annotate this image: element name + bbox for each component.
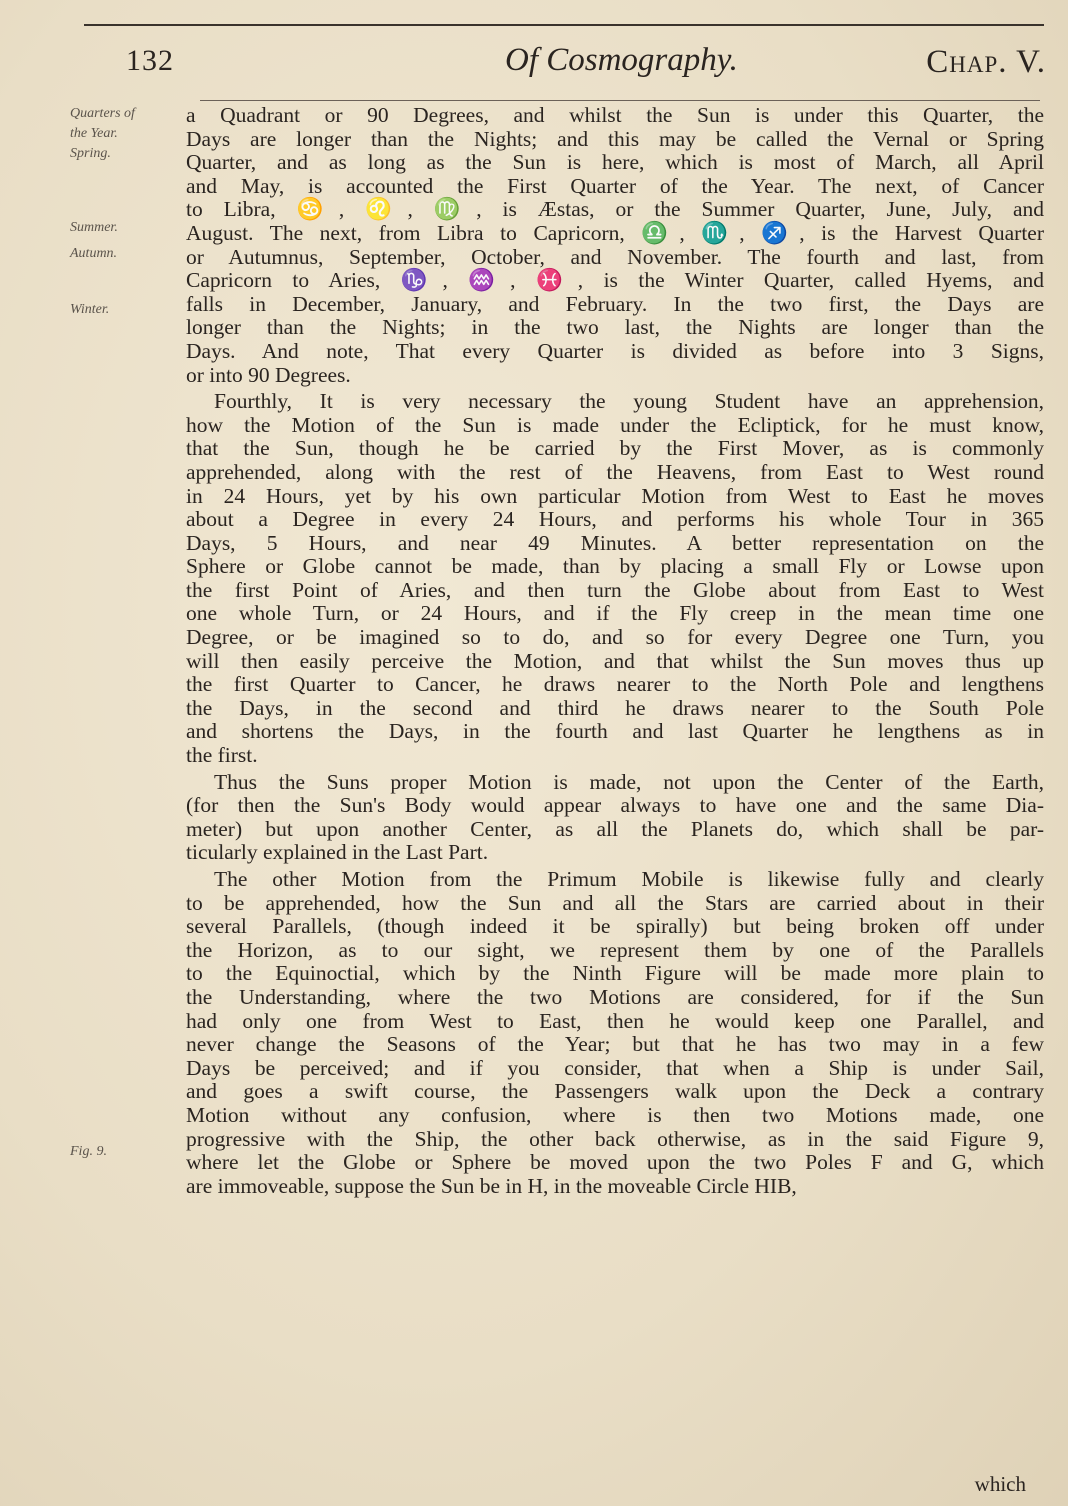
text-line: Days are longer than the Nights; and this may be called the Vernal or Spring — [186, 126, 1044, 151]
text-line: how the Motion of the Sun is made under the Ecliptick, for he must know, — [186, 412, 1044, 437]
text-line: will then easily perceive the Motion, and that whilst the Sun moves thus up — [186, 648, 1044, 673]
text-line: to Libra, ♋, ♌, ♍, is Æstas, or the Summer Quarter, June, July, and — [186, 197, 1044, 222]
chapter-heading: Chap. V. — [926, 44, 1046, 80]
margin-note: Quarters of — [70, 106, 135, 121]
text-line: ticularly explained in the Last Part. — [186, 840, 489, 865]
margin-note: Autumn. — [70, 246, 118, 261]
text-line: had only one from West to East, then he would keep one Parallel, and — [186, 1008, 1044, 1033]
page-header — [0, 44, 1068, 92]
text-line: the Horizon, as to our sight, we represent them by one of the Parallels — [186, 937, 1044, 962]
margin-note: Winter. — [70, 302, 110, 317]
text-line: one whole Turn, or 24 Hours, and if the Fly creep in the mean time one — [186, 601, 1044, 626]
text-line: the Understanding, where the two Motions are considered, for if the Sun — [186, 984, 1044, 1009]
margin-note: the Year. — [70, 126, 118, 141]
body-text — [186, 104, 1044, 1198]
running-title: Of Cosmography. — [505, 42, 738, 78]
text-line: the first Quarter to Cancer, he draws nearer to the North Pole and lengthens — [186, 672, 1044, 697]
text-line: Degree, or be imagined so to do, and so for every Degree one Turn, you — [186, 625, 1044, 650]
text-line: meter) but upon another Center, as all the Planets do, which shall be par- — [186, 816, 1044, 841]
text-line: and shortens the Days, in the fourth and last Quarter he lengthens as in — [186, 719, 1044, 744]
page-number: 132 — [126, 44, 174, 77]
text-line: Days. And note, That every Quarter is divided as before into 3 Signs, — [186, 338, 1044, 363]
paragraph — [186, 868, 1044, 1198]
text-line: August. The next, from Libra to Capricorn, ♎, ♏, ♐, is the Harvest Quarter — [186, 220, 1044, 245]
margin-note: Spring. — [70, 146, 111, 161]
text-line: the first Point of Aries, and then turn the Globe about from East to West — [186, 577, 1044, 602]
text-line: apprehended, along with the rest of the Heavens, from East to West round — [186, 459, 1044, 484]
text-line: or Autumnus, September, October, and November. The fourth and last, from — [186, 244, 1044, 269]
text-line: Motion without any confusion, where is then two Motions made, one — [186, 1102, 1044, 1127]
text-line: Thus the Suns proper Motion is made, not upon the Center of the Earth, — [214, 769, 1044, 794]
text-line: Quarter, and as long as the Sun is here, which is most of March, all April — [186, 150, 1044, 175]
text-line: that the Sun, though he be carried by the First Mover, as is commonly — [186, 436, 1044, 461]
text-line: the first. — [186, 743, 258, 768]
text-line: Sphere or Globe cannot be made, than by placing a small Fly or Lowse upon — [186, 554, 1044, 579]
text-line: are immoveable, suppose the Sun be in H, in the moveable Circle HIB, — [186, 1173, 797, 1198]
text-line: never change the Seasons of the Year; but that he has two may in a few — [186, 1032, 1044, 1057]
text-line: about a Degree in every 24 Hours, and performs his whole Tour in 365 — [186, 507, 1044, 532]
text-line: several Parallels, (though indeed it be spirally) but being broken off under — [186, 914, 1044, 939]
text-line: where let the Globe or Sphere be moved upon the two Poles F and G, which — [186, 1150, 1044, 1175]
text-line: Capricorn to Aries, ♑, ♒, ♓, is the Winter Quarter, called Hyems, and — [186, 268, 1044, 293]
text-line: falls in December, January, and February. In the two first, the Days are — [186, 291, 1044, 316]
text-line: a Quadrant or 90 Degrees, and whilst the Sun is under this Quarter, the — [186, 103, 1044, 127]
margin-note: Fig. 9. — [70, 1144, 107, 1159]
text-line: and May, is accounted the First Quarter of the Year. The next, of Cancer — [186, 173, 1044, 198]
text-line: to be apprehended, how the Sun and all the Stars are carried about in their — [186, 890, 1044, 915]
text-line: to the Equinoctial, which by the Ninth Figure will be made more plain to — [186, 961, 1044, 986]
catchword: which — [974, 1472, 1026, 1496]
text-line: The other Motion from the Primum Mobile is likewise fully and clearly — [214, 867, 1044, 891]
margin-note: Summer. — [70, 220, 118, 235]
top-rule — [84, 24, 1044, 26]
header-rule — [200, 100, 1040, 101]
text-line: Days be perceived; and if you consider, that when a Ship is under Sail, — [186, 1055, 1044, 1080]
text-line: progressive with the Ship, the other back otherwise, as in the said Figure 9, — [186, 1126, 1044, 1151]
text-line: longer than the Nights; in the two last, the Nights are longer than the — [186, 315, 1044, 340]
text-line: and goes a swift course, the Passengers walk upon the Deck a contrary — [186, 1079, 1044, 1104]
text-line: Days, 5 Hours, and near 49 Minutes. A better representation on the — [186, 530, 1044, 555]
paragraph — [186, 390, 1044, 768]
text-line: the Days, in the second and third he draws nearer to the South Pole — [186, 695, 1044, 720]
paragraph — [186, 771, 1044, 865]
paragraph — [186, 104, 1044, 387]
text-line: Fourthly, It is very necessary the young Student have an apprehension, — [214, 389, 1044, 414]
text-line: (for then the Sun's Body would appear always to have one and the same Dia- — [186, 793, 1044, 818]
text-line: or into 90 Degrees. — [186, 362, 351, 387]
text-line: in 24 Hours, yet by his own particular Motion from West to East he moves — [186, 483, 1044, 508]
